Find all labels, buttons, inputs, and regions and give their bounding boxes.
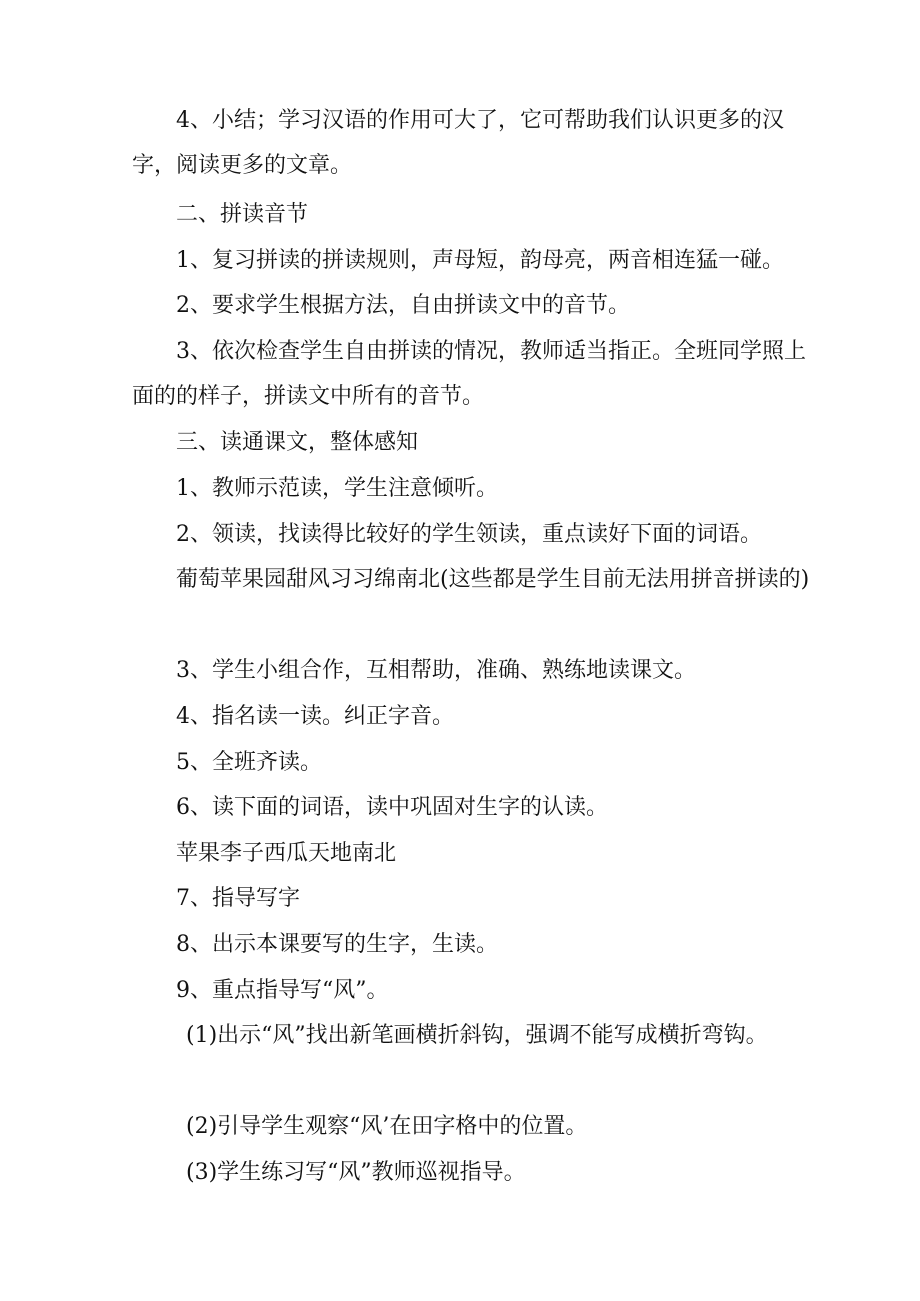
paragraph-summary: 4、小结；学习汉语的作用可大了，它可帮助我们认识更多的汉字，阅读更多的文章。 — [132, 108, 784, 178]
paragraph: 2、要求学生根据方法，自由拼读文中的音节。 — [176, 293, 630, 318]
paragraph: 5、全班齐读。 — [176, 750, 322, 775]
paragraph: 1、复习拼读的拼读规则，声母短，韵母亮，两音相连猛一碰。 — [176, 248, 784, 273]
section-heading-3: 三、读通课文，整体感知 — [176, 430, 419, 455]
paragraph-sub-item: (2)引导学生观察“风’在田字格中的位置。 — [186, 1114, 588, 1139]
paragraph: 3、依次检查学生自由拼读的情况，教师适当指正。全班同学照上面的的样子，拼读文中所有的音节。 — [132, 339, 806, 409]
paragraph: 3、学生小组合作，互相帮助，准确、熟练地读课文。 — [176, 658, 696, 683]
paragraph: 1、教师示范读，学生注意倾听。 — [176, 476, 498, 501]
paragraph: 7、指导写字 — [176, 886, 300, 911]
paragraph-sub-item: (3)学生练习写“风”教师巡视指导。 — [186, 1160, 526, 1185]
paragraph-word-list: 苹果李子西瓜天地南北 — [176, 841, 397, 866]
paragraph-sub-item: (1)出示“风”找出新笔画横折斜钩，强调不能写成横折弯钩。 — [186, 1023, 768, 1048]
paragraph: 6、读下面的词语，读中巩固对生字的认读。 — [176, 795, 608, 820]
section-heading-2: 二、拼读音节 — [176, 202, 309, 227]
paragraph: 9、重点指导写“风”。 — [176, 978, 389, 1003]
paragraph: 4、指名读一读。纠正字音。 — [176, 704, 454, 729]
paragraph: 2、领读，找读得比较好的学生领读，重点读好下面的词语。 — [176, 522, 762, 547]
paragraph-word-list: 葡萄苹果园甜风习习绵南北(这些都是学生目前无法用拼音拼读的) — [176, 567, 810, 592]
paragraph: 8、出示本课要写的生字，生读。 — [176, 932, 498, 957]
